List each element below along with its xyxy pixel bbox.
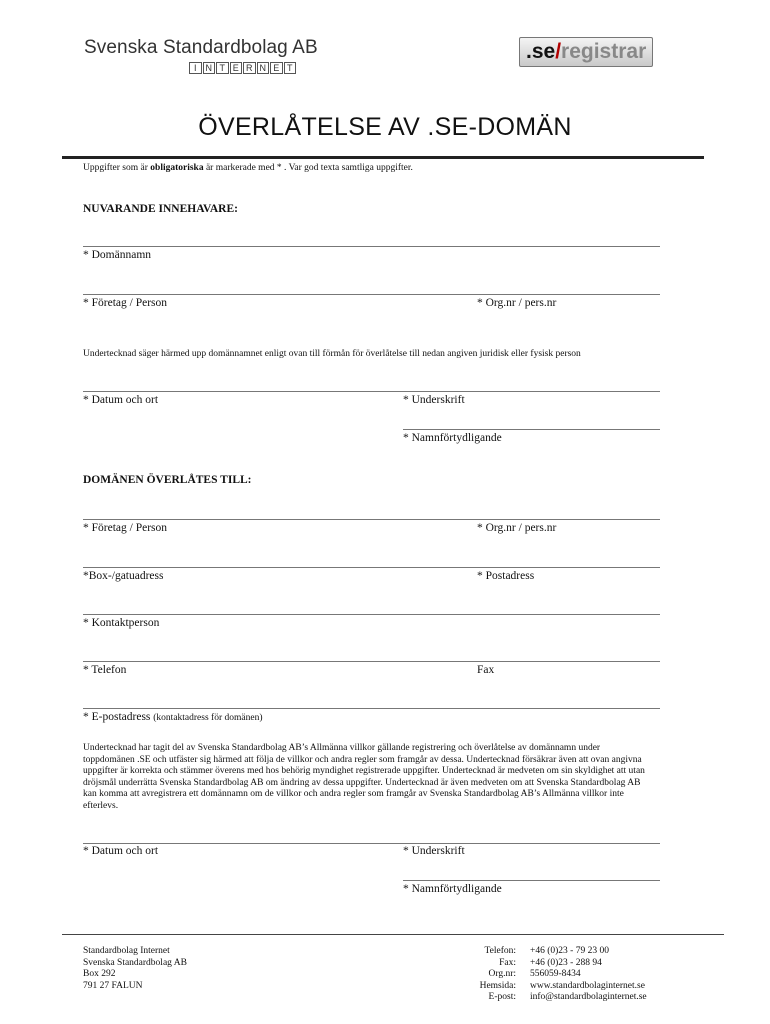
terms-line: Undertecknad har tagit del av Svenska Standardbolag AB’s Allmänna villkor gällande registrering och överlåtelse av domännamn under bbox=[83, 743, 601, 753]
footer-key-phone: Telefon: bbox=[484, 946, 516, 956]
domain-name-label: * Domännamn bbox=[83, 249, 152, 261]
terms-line: uppgifter är korrekta och stämmer överens med hos behörig myndighet registrerade uppgifter. Undertecknad är medveten om sin skyldighet att utan bbox=[83, 766, 645, 777]
footer-website-link[interactable]: www.standardbolaginternet.se bbox=[530, 980, 645, 991]
title-rule bbox=[62, 156, 704, 159]
footer-fax: +46 (0)23 - 288 94 bbox=[530, 957, 602, 968]
internet-letter: N bbox=[203, 62, 216, 74]
se-registrar-logo bbox=[519, 37, 653, 67]
new-company-line[interactable] bbox=[83, 519, 660, 520]
email-label: * E-postadress (kontaktadress för domänen) bbox=[83, 711, 263, 723]
section-heading-current-holder: NUVARANDE INNEHAVARE: bbox=[83, 203, 238, 215]
current-company-label: * Företag / Person bbox=[83, 297, 168, 309]
terms-line: dröjsmål underrätta Svenska Standardbolag AB om ändring av dessa uppgifter. Undertecknad är även medveten om att Svenska Standardbolag AB bbox=[83, 777, 641, 788]
new-date-place-label: * Datum och ort bbox=[83, 845, 159, 857]
footer-address-line: Box 292 bbox=[83, 969, 116, 980]
terms-line: efterlevs. bbox=[83, 800, 119, 811]
current-name-clarification-line[interactable] bbox=[403, 429, 660, 430]
footer-address-line: Svenska Standardbolag AB bbox=[83, 957, 187, 968]
document-title: ÖVERLÅTELSE AV .SE-DOMÄN bbox=[198, 113, 572, 141]
section-heading-new-holder: DOMÄNEN ÖVERLÅTES TILL: bbox=[83, 474, 252, 486]
logo-se-text: .se bbox=[526, 40, 556, 63]
postal-address-label: * Postadress bbox=[477, 570, 535, 582]
footer-address-line: Standardbolag Internet bbox=[83, 946, 170, 956]
internet-letter-boxes bbox=[189, 62, 296, 74]
footer-address-line: 791 27 FALUN bbox=[83, 980, 143, 991]
footer-address bbox=[83, 946, 187, 992]
new-date-line[interactable] bbox=[83, 843, 660, 844]
new-company-label: * Företag / Person bbox=[83, 522, 168, 534]
domain-name-line[interactable] bbox=[83, 246, 660, 247]
email-line[interactable] bbox=[83, 708, 660, 709]
phone-label: * Telefon bbox=[83, 664, 127, 676]
current-name-clarification-label: * Namnförtydligande bbox=[403, 432, 502, 444]
address-label: *Box-/gatuadress bbox=[83, 570, 164, 582]
logo-registrar-text: registrar bbox=[561, 40, 647, 63]
internet-letter: N bbox=[257, 62, 270, 74]
footer-contact-values bbox=[530, 946, 647, 1004]
current-orgnr-label: * Org.nr / pers.nr bbox=[477, 297, 557, 309]
email-note: (kontaktadress för domänen) bbox=[153, 713, 263, 723]
company-logo bbox=[84, 37, 324, 79]
current-company-line[interactable] bbox=[83, 294, 660, 295]
footer-contact-keys bbox=[440, 946, 516, 1004]
footer-key-orgnr: Org.nr: bbox=[488, 969, 516, 980]
release-statement: Undertecknad säger härmed upp domännamnet enligt ovan till förmån för överlåtelse till nedan angiven juridisk eller fysisk person bbox=[83, 349, 581, 359]
new-name-clarification-label: * Namnförtydligande bbox=[403, 883, 502, 895]
phone-line[interactable] bbox=[83, 661, 660, 662]
terms-line: kan komma att avregistrera ett domännamn om de villkor och andra regler som framgår av Svenska Standardbolag AB’s Allmänna villkor inte bbox=[83, 789, 624, 800]
new-orgnr-label: * Org.nr / pers.nr bbox=[477, 522, 557, 534]
new-name-clarification-line[interactable] bbox=[403, 880, 660, 881]
internet-letter: T bbox=[284, 62, 297, 74]
current-signature-label: * Underskrift bbox=[403, 394, 465, 406]
terms-line: toppdomänen .SE och utfäster sig härmed att följa de villkor och andra regler som framgår av dessa. Undertecknad försäkrar även att ovan angivna bbox=[83, 754, 642, 765]
internet-letter: E bbox=[230, 62, 243, 74]
new-signature-label: * Underskrift bbox=[403, 845, 465, 857]
footer-key-fax: Fax: bbox=[499, 957, 516, 968]
internet-letter: R bbox=[243, 62, 256, 74]
footer-orgnr: 556059-8434 bbox=[530, 969, 581, 980]
internet-letter: T bbox=[216, 62, 229, 74]
company-name: Svenska Standardbolag AB bbox=[84, 37, 318, 58]
current-date-place-label: * Datum och ort bbox=[83, 394, 159, 406]
internet-letter: E bbox=[270, 62, 283, 74]
footer-key-email: E-post: bbox=[488, 992, 516, 1003]
footer-rule bbox=[62, 934, 724, 935]
footer-email-link[interactable]: info@standardbolaginternet.se bbox=[530, 992, 647, 1003]
contact-person-line[interactable] bbox=[83, 614, 660, 615]
address-line[interactable] bbox=[83, 567, 660, 568]
fax-label: Fax bbox=[477, 664, 495, 676]
footer-key-website: Hemsida: bbox=[479, 980, 516, 991]
footer-phone: +46 (0)23 - 79 23 00 bbox=[530, 946, 609, 956]
current-date-line[interactable] bbox=[83, 391, 660, 392]
contact-person-label: * Kontaktperson bbox=[83, 617, 160, 629]
internet-letter: I bbox=[189, 62, 202, 74]
mandatory-note: Uppgifter som är obligatoriska är markerade med * . Var god texta samtliga uppgifter. bbox=[83, 163, 413, 173]
logo-slash-text: / bbox=[555, 40, 562, 63]
terms-paragraph bbox=[83, 743, 683, 813]
